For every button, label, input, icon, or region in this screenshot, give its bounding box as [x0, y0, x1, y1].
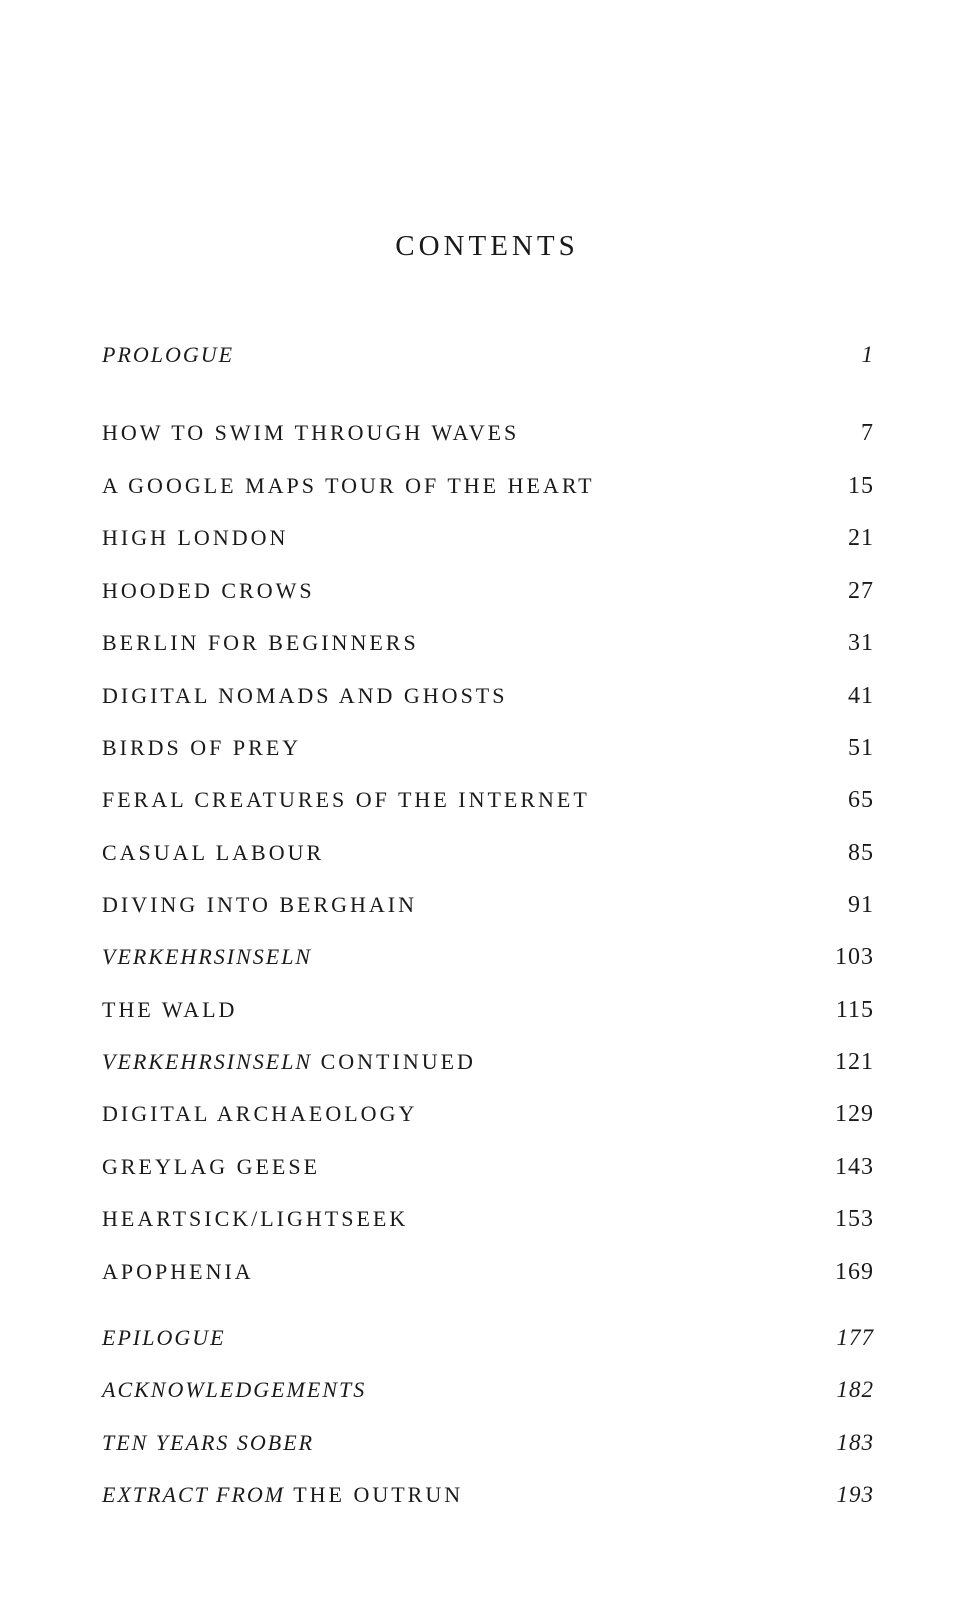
- toc-entry-title: [102, 997, 237, 1023]
- toc-entry: [102, 892, 874, 926]
- toc-entry-title-text: PROLOGUE: [102, 342, 235, 367]
- toc-entry-page-number: 169: [835, 1259, 874, 1285]
- toc-entry-title-text: DIGITAL ARCHAEOLOGY: [102, 1101, 418, 1126]
- toc-entry-title-text: HOW TO SWIM THROUGH WAVES: [102, 420, 520, 445]
- toc-entry-title: [102, 683, 507, 709]
- toc-entry-page-number: 193: [836, 1482, 874, 1507]
- toc-entry: [102, 1259, 874, 1293]
- toc-entry-title: [102, 944, 312, 970]
- toc-entry-title: [102, 735, 301, 761]
- toc-entry: [102, 787, 874, 821]
- toc-entry-title-text: EPILOGUE: [102, 1325, 226, 1350]
- toc-entry-page-number: 182: [836, 1377, 874, 1402]
- toc-entry-title-text: CASUAL LABOUR: [102, 840, 325, 865]
- toc-entry: [102, 342, 874, 376]
- toc-entry-title: [102, 630, 419, 656]
- toc-entry-title-text: FERAL CREATURES OF THE INTERNET: [102, 787, 590, 812]
- toc-entry-title-text: EXTRACT FROM: [102, 1482, 286, 1507]
- toc-entry: [102, 578, 874, 612]
- toc-entry-page-number: 27: [848, 578, 874, 604]
- toc-entry-page-number: 7: [861, 420, 874, 446]
- toc-entry-title-text: A GOOGLE MAPS TOUR OF THE HEART: [102, 473, 595, 498]
- toc-entry: [102, 735, 874, 769]
- toc-entry: [102, 473, 874, 507]
- toc-entry-title-text: APOPHENIA: [102, 1259, 254, 1284]
- toc-entry-title: [102, 1430, 314, 1456]
- toc-entry-title-text: VERKEHRSINSELN: [102, 1049, 313, 1074]
- toc-entry-page-number: 153: [835, 1206, 874, 1232]
- toc-entry-title-text: BIRDS OF PREY: [102, 735, 302, 760]
- toc-entry-title: [102, 1206, 408, 1232]
- toc-entry-page-number: 183: [836, 1430, 874, 1455]
- toc-entry: [102, 525, 874, 559]
- toc-entry-page-number: 129: [835, 1101, 874, 1127]
- toc-entry: [102, 1154, 874, 1188]
- toc-entry: [102, 997, 874, 1031]
- toc-entry-title: [102, 840, 324, 866]
- toc-entry-title-text: HIGH LONDON: [102, 525, 289, 550]
- toc-entry-title-text: ACKNOWLEDGEMENTS: [102, 1377, 367, 1402]
- toc-entry-title-text: VERKEHRSINSELN: [102, 944, 313, 969]
- page-title: CONTENTS: [395, 230, 579, 262]
- toc-entry: [102, 683, 874, 717]
- toc-entry-title: [102, 892, 417, 918]
- toc-entry-title-text: HOODED CROWS: [102, 578, 315, 603]
- toc-entry-page-number: 21: [848, 525, 874, 551]
- toc-entry: [102, 1206, 874, 1240]
- toc-entry-title: [102, 1377, 366, 1403]
- toc-entry-page-number: 15: [848, 473, 874, 499]
- toc-entry-title-text: DIGITAL NOMADS AND GHOSTS: [102, 683, 508, 708]
- toc-entry-page-number: 41: [848, 683, 874, 709]
- toc-entry: [102, 1049, 874, 1083]
- toc-entry: [102, 1482, 874, 1516]
- toc-entry: [102, 1430, 874, 1464]
- toc-entry-page-number: 115: [835, 997, 874, 1023]
- toc-entry-page-number: 143: [835, 1154, 874, 1180]
- toc-entry-title: [102, 342, 234, 368]
- toc-entry-title: [102, 1325, 226, 1351]
- toc-entry-title-text: TEN YEARS SOBER: [102, 1430, 315, 1455]
- toc-entry-page-number: 1: [861, 342, 874, 367]
- toc-entry: [102, 420, 874, 454]
- toc-entry-page-number: 65: [848, 787, 874, 813]
- toc-entry-page-number: 121: [835, 1049, 874, 1075]
- toc-entry-title: [102, 1482, 463, 1508]
- toc-entry-title: [102, 787, 590, 813]
- toc-entry-title: [102, 1101, 417, 1127]
- toc-entry-page-number: 91: [848, 892, 874, 918]
- toc-entry-page-number: 51: [848, 735, 874, 761]
- toc-entry: [102, 1377, 874, 1411]
- toc-entry-page-number: 103: [835, 944, 874, 970]
- toc-entry-title: [102, 1049, 476, 1075]
- toc-entry-title-text: HEARTSICK/LIGHTSEEK: [102, 1206, 409, 1231]
- toc-entry-title: [102, 473, 595, 499]
- toc-entry-page-number: 177: [836, 1325, 874, 1350]
- toc-entry: [102, 630, 874, 664]
- toc-entry-title-text: GREYLAG GEESE: [102, 1154, 321, 1179]
- toc-entry-title: [102, 1259, 254, 1285]
- toc-entry: [102, 944, 874, 978]
- toc-entry: [102, 1101, 874, 1135]
- toc-entry-title-text: DIVING INTO BERGHAIN: [102, 892, 418, 917]
- toc-entry-title: [102, 525, 288, 551]
- toc-entry-title-suffix: THE OUTRUN: [285, 1482, 464, 1507]
- toc-entry: [102, 1325, 874, 1359]
- toc-entry-title: [102, 578, 315, 604]
- toc-entry-title-suffix: CONTINUED: [312, 1049, 476, 1074]
- toc-entry-title: [102, 420, 519, 446]
- toc-entry-title: [102, 1154, 320, 1180]
- toc-entry-title-text: BERLIN FOR BEGINNERS: [102, 630, 419, 655]
- toc-entry-page-number: 31: [848, 630, 874, 656]
- toc-entry-page-number: 85: [848, 840, 874, 866]
- toc-entry: [102, 840, 874, 874]
- toc-entry-title-text: THE WALD: [102, 997, 238, 1022]
